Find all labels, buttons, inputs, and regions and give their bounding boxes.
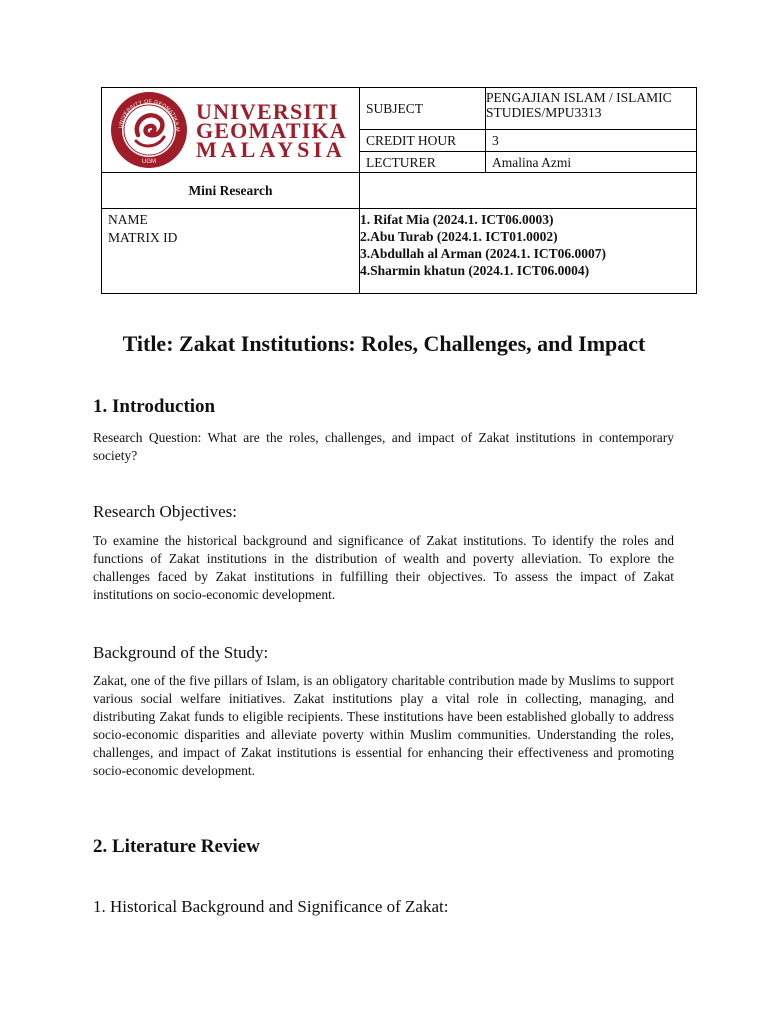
member-1: 1. Rifat Mia (2024.1. ICT06.0003) [360, 212, 554, 227]
credit-hour-label: CREDIT HOUR [360, 130, 486, 152]
wordmark-line2: GEOMATIKA [196, 117, 347, 143]
credit-hour-value: 3 [486, 130, 697, 152]
literature-subheading-1: 1. Historical Background and Significance of Zakat: [93, 897, 449, 916]
matrix-id-label: MATRIX ID [108, 230, 178, 245]
member-3: 3.Abdullah al Arman (2024.1. ICT06.0007) [360, 246, 607, 261]
svg-text:UNIVERSITY OF GEOMATIKA MALAYS: UNIVERSITY OF GEOMATIKA M [118, 98, 181, 132]
subject-value: PENGAJIAN ISLAM / ISLAMIC STUDIES/MPU3313 [486, 88, 697, 130]
member-4: 4.Sharmin khatun (2024.1. ICT06.0004) [360, 263, 590, 278]
background-text: Zakat, one of the five pillars of Islam, is an obligatory charitable contribution made by Muslims to support various social welfare initiatives. Zakat institutions play a vital role in collecting, managing, and distributing Zakat funds to eligible recipients. These institutions have been established globally to address socio-economic disparities and alleviate poverty within Muslim communities. Understanding the roles, challenges, and impact of Zakat institutions is essential for enhancing their effectiveness and promoting socio-economic development. [93, 673, 674, 778]
section-literature-heading: 2. Literature Review [93, 836, 260, 857]
name-label: NAME [108, 212, 148, 227]
lecturer-label: LECTURER [360, 152, 486, 173]
document-title: Title: Zakat Institutions: Roles, Challenges, and Impact [122, 331, 646, 356]
empty-cell [360, 173, 697, 209]
university-wordmark [196, 98, 347, 162]
wordmark-line3: MALAYSIA [196, 136, 346, 162]
course-info-table [101, 87, 697, 294]
name-matrix-labels [102, 209, 360, 294]
research-objectives-text: To examine the historical background and significance of Zakat institutions. To identify the roles and functions of Zakat institutions in the distribution of wealth and poverty alleviation. To explore the challenges faced by Zakat institutions in fulfilling their objectives. To assess the impact of Zakat institutions on socio-economic development. [93, 533, 674, 602]
lecturer-value: Amalina Azmi [486, 152, 697, 173]
members-list [360, 209, 697, 294]
wordmark-line1: UNIVERSITI [196, 98, 339, 124]
subject-label: SUBJECT [360, 88, 486, 130]
svg-text:UGM: UGM [142, 159, 156, 165]
mini-research-label: Mini Research [102, 173, 360, 209]
research-objectives-heading: Research Objectives: [93, 502, 237, 521]
background-heading: Background of the Study: [93, 643, 269, 662]
university-seal-icon [110, 91, 188, 169]
research-question: Research Question: What are the roles, challenges, and impact of Zakat institutions in contemporary society? [93, 430, 674, 463]
section-introduction-heading: 1. Introduction [93, 396, 216, 417]
member-2: 2.Abu Turab (2024.1. ICT01.0002) [360, 229, 558, 244]
university-logo-cell [102, 88, 360, 173]
